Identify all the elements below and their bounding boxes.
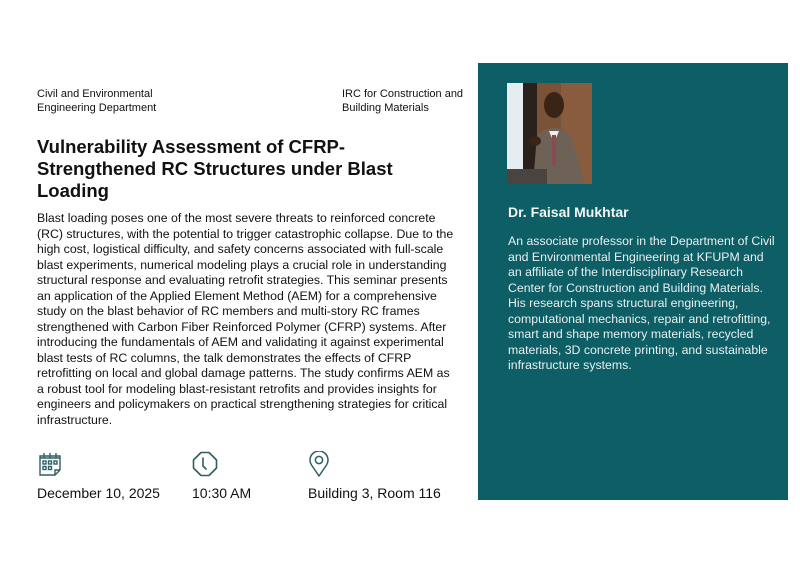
speaker-photo-image xyxy=(507,83,592,184)
clock-icon xyxy=(192,451,218,477)
center-line-1: IRC for Construction and xyxy=(342,88,464,100)
event-date-text: December 10, 2025 xyxy=(37,485,160,501)
event-time-text: 10:30 AM xyxy=(192,485,252,501)
center-line-2: Building Materials xyxy=(342,102,429,114)
event-location xyxy=(308,451,441,501)
event-date xyxy=(37,451,160,501)
speaker-panel xyxy=(478,63,788,500)
speaker-bio: An associate professor in the Department of Civil and Environmental Engineering at KFUPM and an affiliate of the Interdisciplinary Research Center for Construction and Building Materials. His research spans structural engineering, computational mechanics, repair and retrofitting, smart and shape memory materials, recycled materials, 3D concrete printing, and sustainable infrastructure systems. xyxy=(508,234,775,372)
event-time xyxy=(192,451,251,501)
event-location-text: Building 3, Room 116 xyxy=(308,485,441,501)
seminar-title: Vulnerability Assessment of CFRP-Strengthened RC Structures under Blast Loading xyxy=(37,136,393,201)
location-pin-icon xyxy=(308,451,334,477)
department-label xyxy=(37,87,156,115)
research-center-label xyxy=(342,87,463,115)
department-line-1: Civil and Environmental xyxy=(37,88,153,100)
speaker-name: Dr. Faisal Mukhtar xyxy=(508,204,629,220)
speaker-photo xyxy=(507,83,592,184)
calendar-icon xyxy=(37,451,63,477)
department-line-2: Engineering Department xyxy=(37,102,157,114)
seminar-abstract: Blast loading poses one of the most severe threats to reinforced concrete (RC) structures, with the potential to trigger catastrophic collapse. Due to the high cost, logistical difficulty, and safety concerns associated with full-scale blast experiments, numerical modeling plays a crucial role in understanding structural response and evaluating retrofit strategies. This seminar presents an application of the Applied Element Method (AEM) for a comprehensive study on the blast behavior of RC members and multi-story RC frames strengthened with Carbon Fiber Reinforced Polymer (CFRP) systems. After introducing the fundamentals of AEM and validating it against experimental blast tests of RC columns, the talk demonstrates the effects of CFRP retrofitting on local and global damage patterns. The study confirms AEM as a robust tool for modeling blast-resistant retrofits and provides insights for engineers and policymakers on practical strengthening strategies for critical infrastructure. xyxy=(37,211,454,427)
